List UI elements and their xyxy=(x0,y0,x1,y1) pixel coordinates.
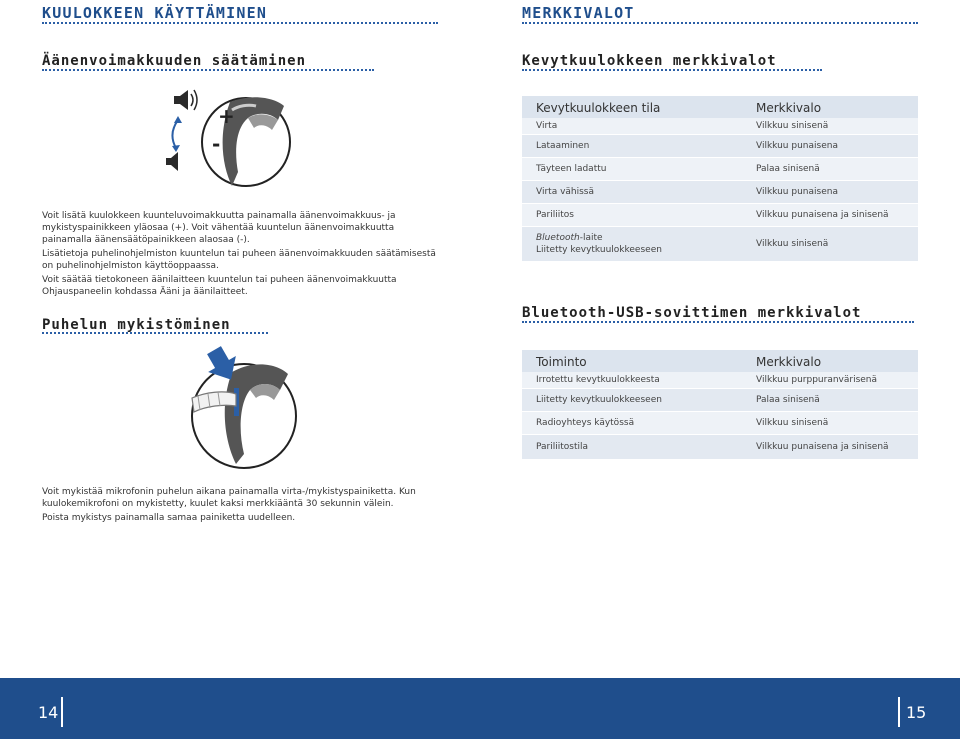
table-cell-status: Virta vähissä xyxy=(522,181,742,204)
footer-bar xyxy=(0,678,960,739)
table-cell-light: Vilkkuu punaisena ja sinisenä xyxy=(742,435,918,460)
left-section-title: KUULOKKEEN KÄYTTÄMINEN xyxy=(42,4,268,22)
headset-lights-table xyxy=(522,96,918,262)
table-cell-light: Vilkkuu punaisena xyxy=(742,181,918,204)
table-cell-status: Lataaminen xyxy=(522,135,742,158)
volume-paragraph-2: Lisätietoja puhelinohjelmiston kuuntelun tai puheen äänenvoimakkuuden säätämisestä on puhelinohjelmiston käyttöoppaassa. xyxy=(42,249,436,271)
table-cell-status: Täyteen ladattu xyxy=(522,158,742,181)
volume-paragraph-3: Voit säätää tietokoneen äänilaitteen kuuntelun tai puheen äänenvoimakkuutta Ohjauspaneelin kohdassa Ääni ja äänilaitteet. xyxy=(42,275,397,297)
section-divider xyxy=(42,22,438,24)
page-number-left: 14 xyxy=(38,703,59,722)
section-divider xyxy=(522,22,918,24)
heading-underline xyxy=(522,321,914,323)
table-row xyxy=(522,135,918,158)
status-line-2: Liitetty kevytkuulokkeeseen xyxy=(536,245,662,255)
table-row xyxy=(522,435,918,460)
table-cell-status: Virta xyxy=(522,118,742,135)
table-header-row xyxy=(522,96,918,118)
table-row xyxy=(522,118,918,135)
table-header-status: Kevytkuulokkeen tila xyxy=(522,96,742,118)
table-cell-action: Pariliitostila xyxy=(522,435,742,460)
volume-illustration xyxy=(160,86,300,198)
table-row xyxy=(522,372,918,389)
page-number-divider xyxy=(898,697,900,727)
page-number-divider xyxy=(61,697,63,727)
volume-heading: Äänenvoimakkuuden säätäminen xyxy=(42,53,307,69)
table-cell-status xyxy=(522,227,742,262)
table-header-row xyxy=(522,350,918,372)
heading-underline xyxy=(522,69,822,71)
volume-paragraph-1: Voit lisätä kuulokkeen kuunteluvoimakkuutta painamalla äänenvoimakkuus- ja mykistyspainikkeen yläosaa (+). Voit vähentää kuuntelun äänenvoimakkuutta painamalla äänensäätöpainikkeen alaosaa (-). xyxy=(42,211,396,245)
headset-lights-heading: Kevytkuulokkeen merkkivalot xyxy=(522,53,777,69)
mute-illustration xyxy=(176,344,300,472)
heading-underline xyxy=(42,332,268,334)
table-row xyxy=(522,227,918,262)
table-header-action: Toiminto xyxy=(522,350,742,372)
table-cell-light: Palaa sinisenä xyxy=(742,389,918,412)
table-cell-status: Pariliitos xyxy=(522,204,742,227)
table-row xyxy=(522,204,918,227)
table-cell-light: Palaa sinisenä xyxy=(742,158,918,181)
table-cell-action: Liitetty kevytkuulokkeeseen xyxy=(522,389,742,412)
mute-paragraph-1: Voit mykistää mikrofonin puhelun aikana painamalla virta-/mykistyspainiketta. Kun kuulokemikrofoni on mykistetty, kuulet kaksi merkkiääntä 30 sekunnin välein. xyxy=(42,487,416,509)
table-row xyxy=(522,412,918,435)
page-number-right: 15 xyxy=(906,703,927,722)
table-header-light: Merkkivalo xyxy=(742,350,918,372)
heading-underline xyxy=(42,69,374,71)
table-cell-light: Vilkkuu sinisenä xyxy=(742,227,918,262)
table-cell-light: Vilkkuu sinisenä xyxy=(742,118,918,135)
italic-term: Bluetooth xyxy=(536,233,580,243)
minus-label: - xyxy=(212,132,221,156)
plus-label: + xyxy=(218,104,235,128)
table-cell-action: Radioyhteys käytössä xyxy=(522,412,742,435)
mute-paragraph-2: Poista mykistys painamalla samaa painiketta uudelleen. xyxy=(42,513,296,523)
term-suffix: -laite xyxy=(579,233,603,243)
table-cell-light: Vilkkuu punaisena xyxy=(742,135,918,158)
right-section-title: MERKKIVALOT xyxy=(522,4,635,22)
table-cell-light: Vilkkuu sinisenä xyxy=(742,412,918,435)
table-cell-light: Vilkkuu purppuranvärisenä xyxy=(742,372,918,389)
table-cell-action: Irrotettu kevytkuulokkeesta xyxy=(522,372,742,389)
table-header-light: Merkkivalo xyxy=(742,96,918,118)
usb-lights-heading: Bluetooth-USB-sovittimen merkkivalot xyxy=(522,305,862,321)
mute-heading: Puhelun mykistöminen xyxy=(42,317,231,333)
usb-lights-table xyxy=(522,350,918,460)
table-row xyxy=(522,181,918,204)
table-cell-light: Vilkkuu punaisena ja sinisenä xyxy=(742,204,918,227)
table-row xyxy=(522,158,918,181)
table-row xyxy=(522,389,918,412)
